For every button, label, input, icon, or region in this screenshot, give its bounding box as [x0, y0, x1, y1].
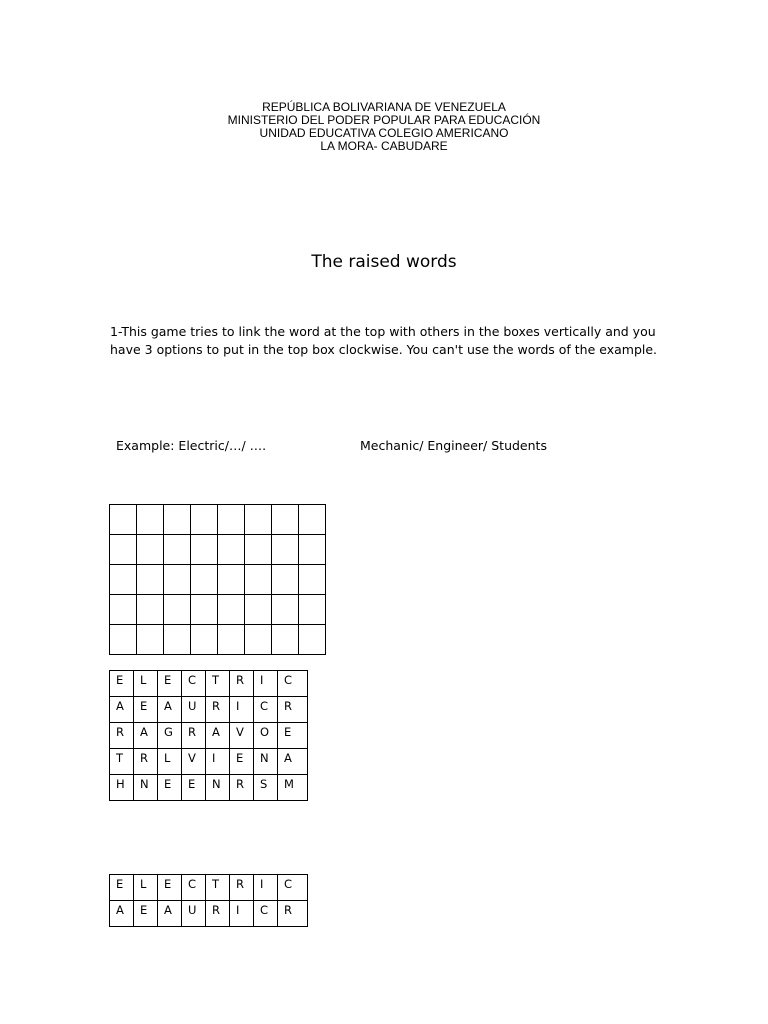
blank-cell[interactable]	[191, 625, 218, 655]
letter-cell: I	[206, 749, 230, 775]
instructions-paragraph: 1-This game tries to link the word at the top with others in the boxes vertically and you have 3 options to put in the top box clockwise. You can't use the words of the example.	[110, 324, 658, 357]
letter-cell: U	[182, 697, 206, 723]
letter-cell: R	[110, 723, 134, 749]
blank-grid-row	[110, 625, 326, 655]
header-line-republic: REPÚBLICA BOLIVARIANA DE VENEZUELA	[262, 100, 506, 114]
letter-cell: C	[278, 671, 308, 697]
letter-cell: R	[182, 723, 206, 749]
blank-cell[interactable]	[272, 535, 299, 565]
letter-cell: C	[254, 697, 278, 723]
blank-cell[interactable]	[110, 565, 137, 595]
letter-cell: E	[182, 775, 206, 801]
letter-cell: R	[134, 749, 158, 775]
letter-grid-row	[110, 671, 308, 697]
blank-cell[interactable]	[218, 535, 245, 565]
blank-cell[interactable]	[299, 535, 326, 565]
blank-cell[interactable]	[299, 625, 326, 655]
letter-cell: A	[110, 901, 134, 927]
blank-cell[interactable]	[245, 595, 272, 625]
letter-cell: L	[134, 875, 158, 901]
blank-cell[interactable]	[245, 625, 272, 655]
header-line-location: LA MORA- CABUDARE	[320, 139, 448, 153]
letter-cell: C	[278, 875, 308, 901]
letter-cell: I	[230, 697, 254, 723]
letter-cell: R	[206, 697, 230, 723]
letter-cell: R	[230, 671, 254, 697]
letter-cell: I	[254, 875, 278, 901]
letter-cell: R	[230, 775, 254, 801]
blank-cell[interactable]	[299, 565, 326, 595]
letter-cell: R	[278, 901, 308, 927]
letter-cell: L	[158, 749, 182, 775]
letter-cell: I	[230, 901, 254, 927]
blank-cell[interactable]	[191, 535, 218, 565]
letter-grid-row	[110, 749, 308, 775]
blank-cell[interactable]	[218, 625, 245, 655]
blank-cell[interactable]	[272, 565, 299, 595]
blank-cell[interactable]	[272, 595, 299, 625]
blank-cell[interactable]	[191, 565, 218, 595]
blank-cell[interactable]	[218, 595, 245, 625]
blank-cell[interactable]	[245, 535, 272, 565]
letter-cell: E	[110, 875, 134, 901]
letter-cell: E	[134, 697, 158, 723]
blank-cell[interactable]	[272, 505, 299, 535]
letter-cell: R	[206, 901, 230, 927]
example-label: Example: Electric/…/ ….	[116, 438, 267, 453]
header-line-ministry: MINISTERIO DEL PODER POPULAR PARA EDUCACIÓN	[227, 113, 541, 127]
blank-cell[interactable]	[110, 535, 137, 565]
blank-cell[interactable]	[299, 595, 326, 625]
blank-cell[interactable]	[245, 565, 272, 595]
letter-cell: A	[278, 749, 308, 775]
letter-cell: E	[110, 671, 134, 697]
letter-cell: S	[254, 775, 278, 801]
letter-grid-row	[110, 775, 308, 801]
blank-cell[interactable]	[218, 565, 245, 595]
blank-cell[interactable]	[191, 505, 218, 535]
blank-grid-row	[110, 505, 326, 535]
blank-cell[interactable]	[164, 595, 191, 625]
blank-cell[interactable]	[245, 505, 272, 535]
letter-cell: V	[230, 723, 254, 749]
letter-cell: N	[206, 775, 230, 801]
letter-cell: A	[134, 723, 158, 749]
letter-cell: N	[134, 775, 158, 801]
letter-cell: A	[206, 723, 230, 749]
letter-cell: G	[158, 723, 182, 749]
blank-cell[interactable]	[164, 625, 191, 655]
blank-cell[interactable]	[137, 625, 164, 655]
example-options: Mechanic/ Engineer/ Students	[360, 438, 547, 453]
blank-cell[interactable]	[137, 565, 164, 595]
letter-grid-row	[110, 723, 308, 749]
letter-cell: I	[254, 671, 278, 697]
letter-cell: V	[182, 749, 206, 775]
letter-cell: A	[158, 697, 182, 723]
blank-cell[interactable]	[110, 505, 137, 535]
letter-cell: R	[278, 697, 308, 723]
letter-cell: C	[254, 901, 278, 927]
blank-cell[interactable]	[218, 505, 245, 535]
blank-grid-row	[110, 595, 326, 625]
letter-grid-row	[110, 697, 308, 723]
letter-cell: E	[278, 723, 308, 749]
blank-cell[interactable]	[137, 595, 164, 625]
page-title: The raised words	[311, 252, 457, 272]
blank-cell[interactable]	[110, 625, 137, 655]
letter-cell: E	[134, 901, 158, 927]
blank-cell[interactable]	[191, 595, 218, 625]
letter-cell: T	[206, 875, 230, 901]
letter-cell: C	[182, 671, 206, 697]
letter-cell: M	[278, 775, 308, 801]
letter-cell: T	[206, 671, 230, 697]
letter-grid-row	[110, 875, 308, 901]
letter-cell: N	[254, 749, 278, 775]
letter-cell: O	[254, 723, 278, 749]
letter-cell: R	[230, 875, 254, 901]
blank-cell[interactable]	[110, 595, 137, 625]
blank-cell[interactable]	[299, 505, 326, 535]
letter-cell: T	[110, 749, 134, 775]
letter-cell: H	[110, 775, 134, 801]
letter-grid-partial	[109, 874, 308, 927]
blank-cell[interactable]	[164, 505, 191, 535]
letter-grid-row	[110, 901, 308, 927]
blank-grid	[109, 504, 326, 655]
blank-cell[interactable]	[164, 565, 191, 595]
school-header	[0, 101, 768, 153]
blank-cell[interactable]	[137, 535, 164, 565]
letter-cell: E	[158, 875, 182, 901]
blank-grid-row	[110, 565, 326, 595]
blank-cell[interactable]	[137, 505, 164, 535]
letter-cell: E	[230, 749, 254, 775]
letter-cell: L	[134, 671, 158, 697]
letter-cell: E	[158, 775, 182, 801]
letter-cell: C	[182, 875, 206, 901]
letter-cell: A	[110, 697, 134, 723]
letter-cell: A	[158, 901, 182, 927]
blank-grid-row	[110, 535, 326, 565]
blank-cell[interactable]	[164, 535, 191, 565]
letter-grid-full	[109, 670, 308, 801]
header-line-school: UNIDAD EDUCATIVA COLEGIO AMERICANO	[259, 126, 509, 140]
letter-cell: U	[182, 901, 206, 927]
blank-cell[interactable]	[272, 625, 299, 655]
letter-cell: E	[158, 671, 182, 697]
